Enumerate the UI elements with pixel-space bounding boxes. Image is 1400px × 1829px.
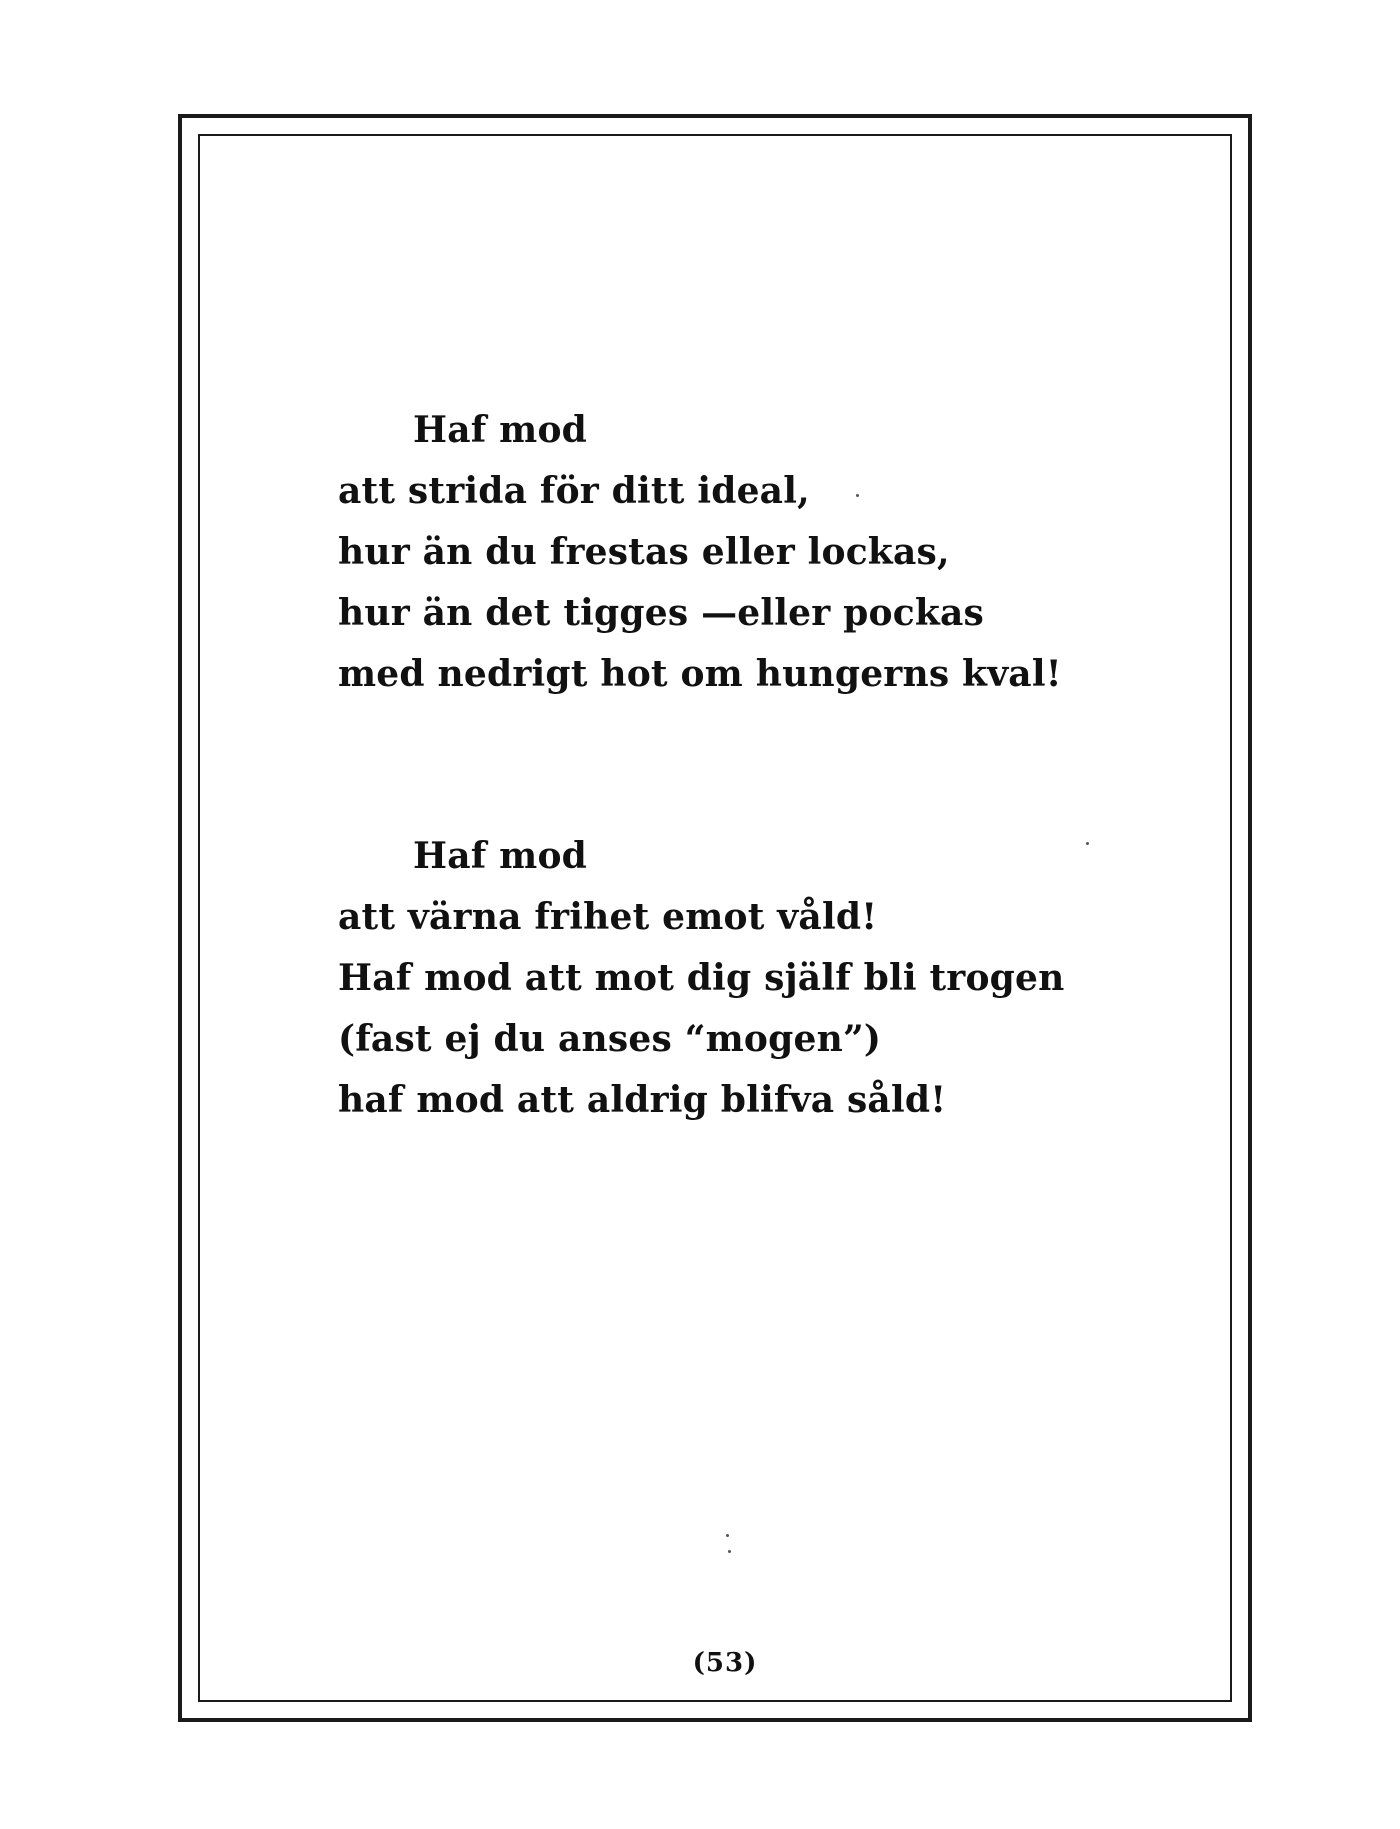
poem-line: Haf mod — [413, 409, 588, 451]
print-speck — [728, 1550, 731, 1553]
poem-line: att strida för ditt ideal, — [338, 470, 810, 512]
print-speck — [726, 1534, 729, 1537]
page-number: (53) — [692, 1648, 758, 1678]
poem-stanza-1 — [338, 400, 1062, 705]
print-speck — [1086, 842, 1089, 845]
poem-line: (fast ej du anses “mogen”) — [338, 1018, 882, 1060]
poem-line: Haf mod att mot dig själf bli trogen — [338, 957, 1065, 999]
poem-line: Haf mod — [413, 835, 588, 877]
poem-line: att värna frihet emot våld! — [338, 896, 878, 938]
poem-line: haf mod att aldrig blifva såld! — [338, 1079, 947, 1121]
poem-line: hur än det tigges —eller pockas — [338, 592, 984, 634]
print-speck — [856, 494, 859, 497]
poem-line: hur än du frestas eller lockas, — [338, 531, 950, 573]
poem-line: med nedrigt hot om hungerns kval! — [338, 653, 1062, 695]
poem-stanza-2 — [338, 826, 1065, 1131]
